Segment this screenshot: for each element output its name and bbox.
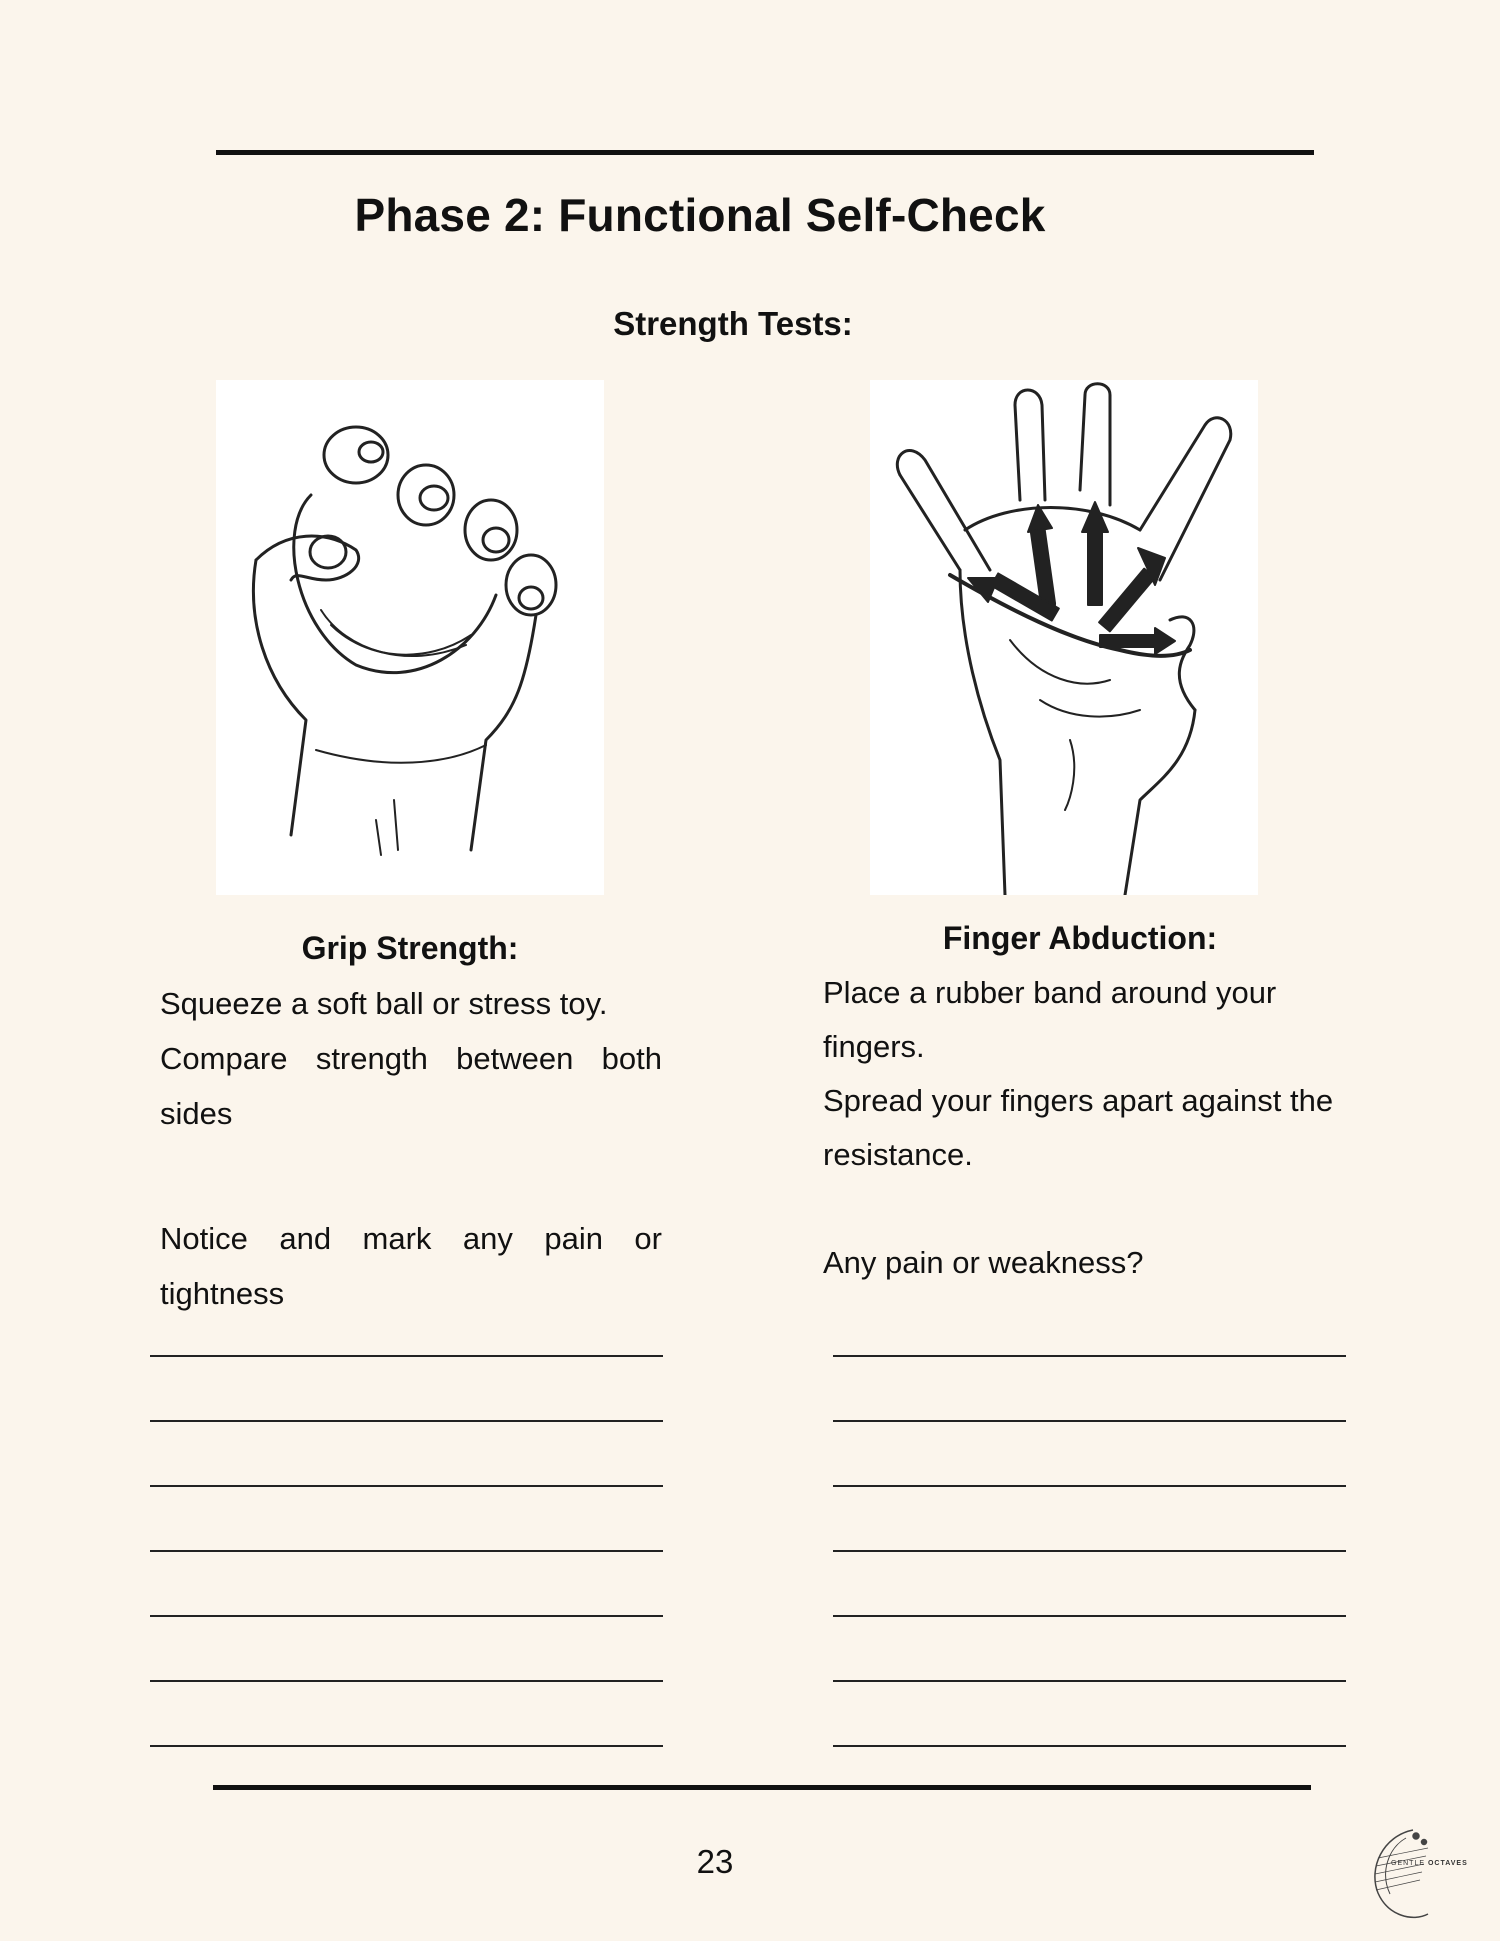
writing-line[interactable]	[833, 1485, 1346, 1487]
writing-line[interactable]	[150, 1550, 663, 1552]
writing-line[interactable]	[150, 1680, 663, 1682]
writing-line[interactable]	[150, 1420, 663, 1422]
abduction-illustration	[870, 380, 1258, 895]
page-number: 23	[696, 1843, 734, 1880]
writing-line[interactable]	[150, 1485, 663, 1487]
grip-instructions	[160, 976, 662, 1321]
abduction-note: Any pain or weakness?	[823, 1245, 1144, 1280]
writing-line[interactable]	[150, 1615, 663, 1617]
grip-writing-lines[interactable]	[150, 1355, 663, 1810]
grip-illustration	[216, 380, 604, 895]
abduction-instructions	[823, 966, 1343, 1290]
top-divider	[216, 150, 1314, 155]
writing-line[interactable]	[833, 1745, 1346, 1747]
grip-strength-heading: Grip Strength:	[301, 930, 519, 966]
finger-abduction-heading: Finger Abduction:	[942, 920, 1218, 956]
abduction-writing-lines[interactable]	[833, 1355, 1346, 1810]
section-heading: Strength Tests:	[613, 305, 853, 342]
grip-note: Notice and mark any pain or tightness	[160, 1221, 662, 1311]
abduction-instruction-1: Place a rubber band around your fingers.	[823, 975, 1277, 1064]
abduction-instruction-2: Spread your fingers apart against the resistance.	[823, 1083, 1334, 1172]
brand-logo	[1358, 1818, 1480, 1926]
grip-instruction-1: Squeeze a soft ball or stress toy.	[160, 986, 608, 1021]
grip-instruction-2: Compare strength between both sides	[160, 1041, 662, 1131]
writing-line[interactable]	[833, 1420, 1346, 1422]
writing-line[interactable]	[150, 1745, 663, 1747]
page-title: Phase 2: Functional Self-Check	[354, 189, 1046, 241]
brand-name: GENTLE OCTAVES	[1391, 1860, 1468, 1867]
writing-line[interactable]	[150, 1355, 663, 1357]
bottom-divider	[213, 1785, 1311, 1790]
writing-line[interactable]	[833, 1550, 1346, 1552]
writing-line[interactable]	[833, 1680, 1346, 1682]
writing-line[interactable]	[833, 1355, 1346, 1357]
writing-line[interactable]	[833, 1615, 1346, 1617]
